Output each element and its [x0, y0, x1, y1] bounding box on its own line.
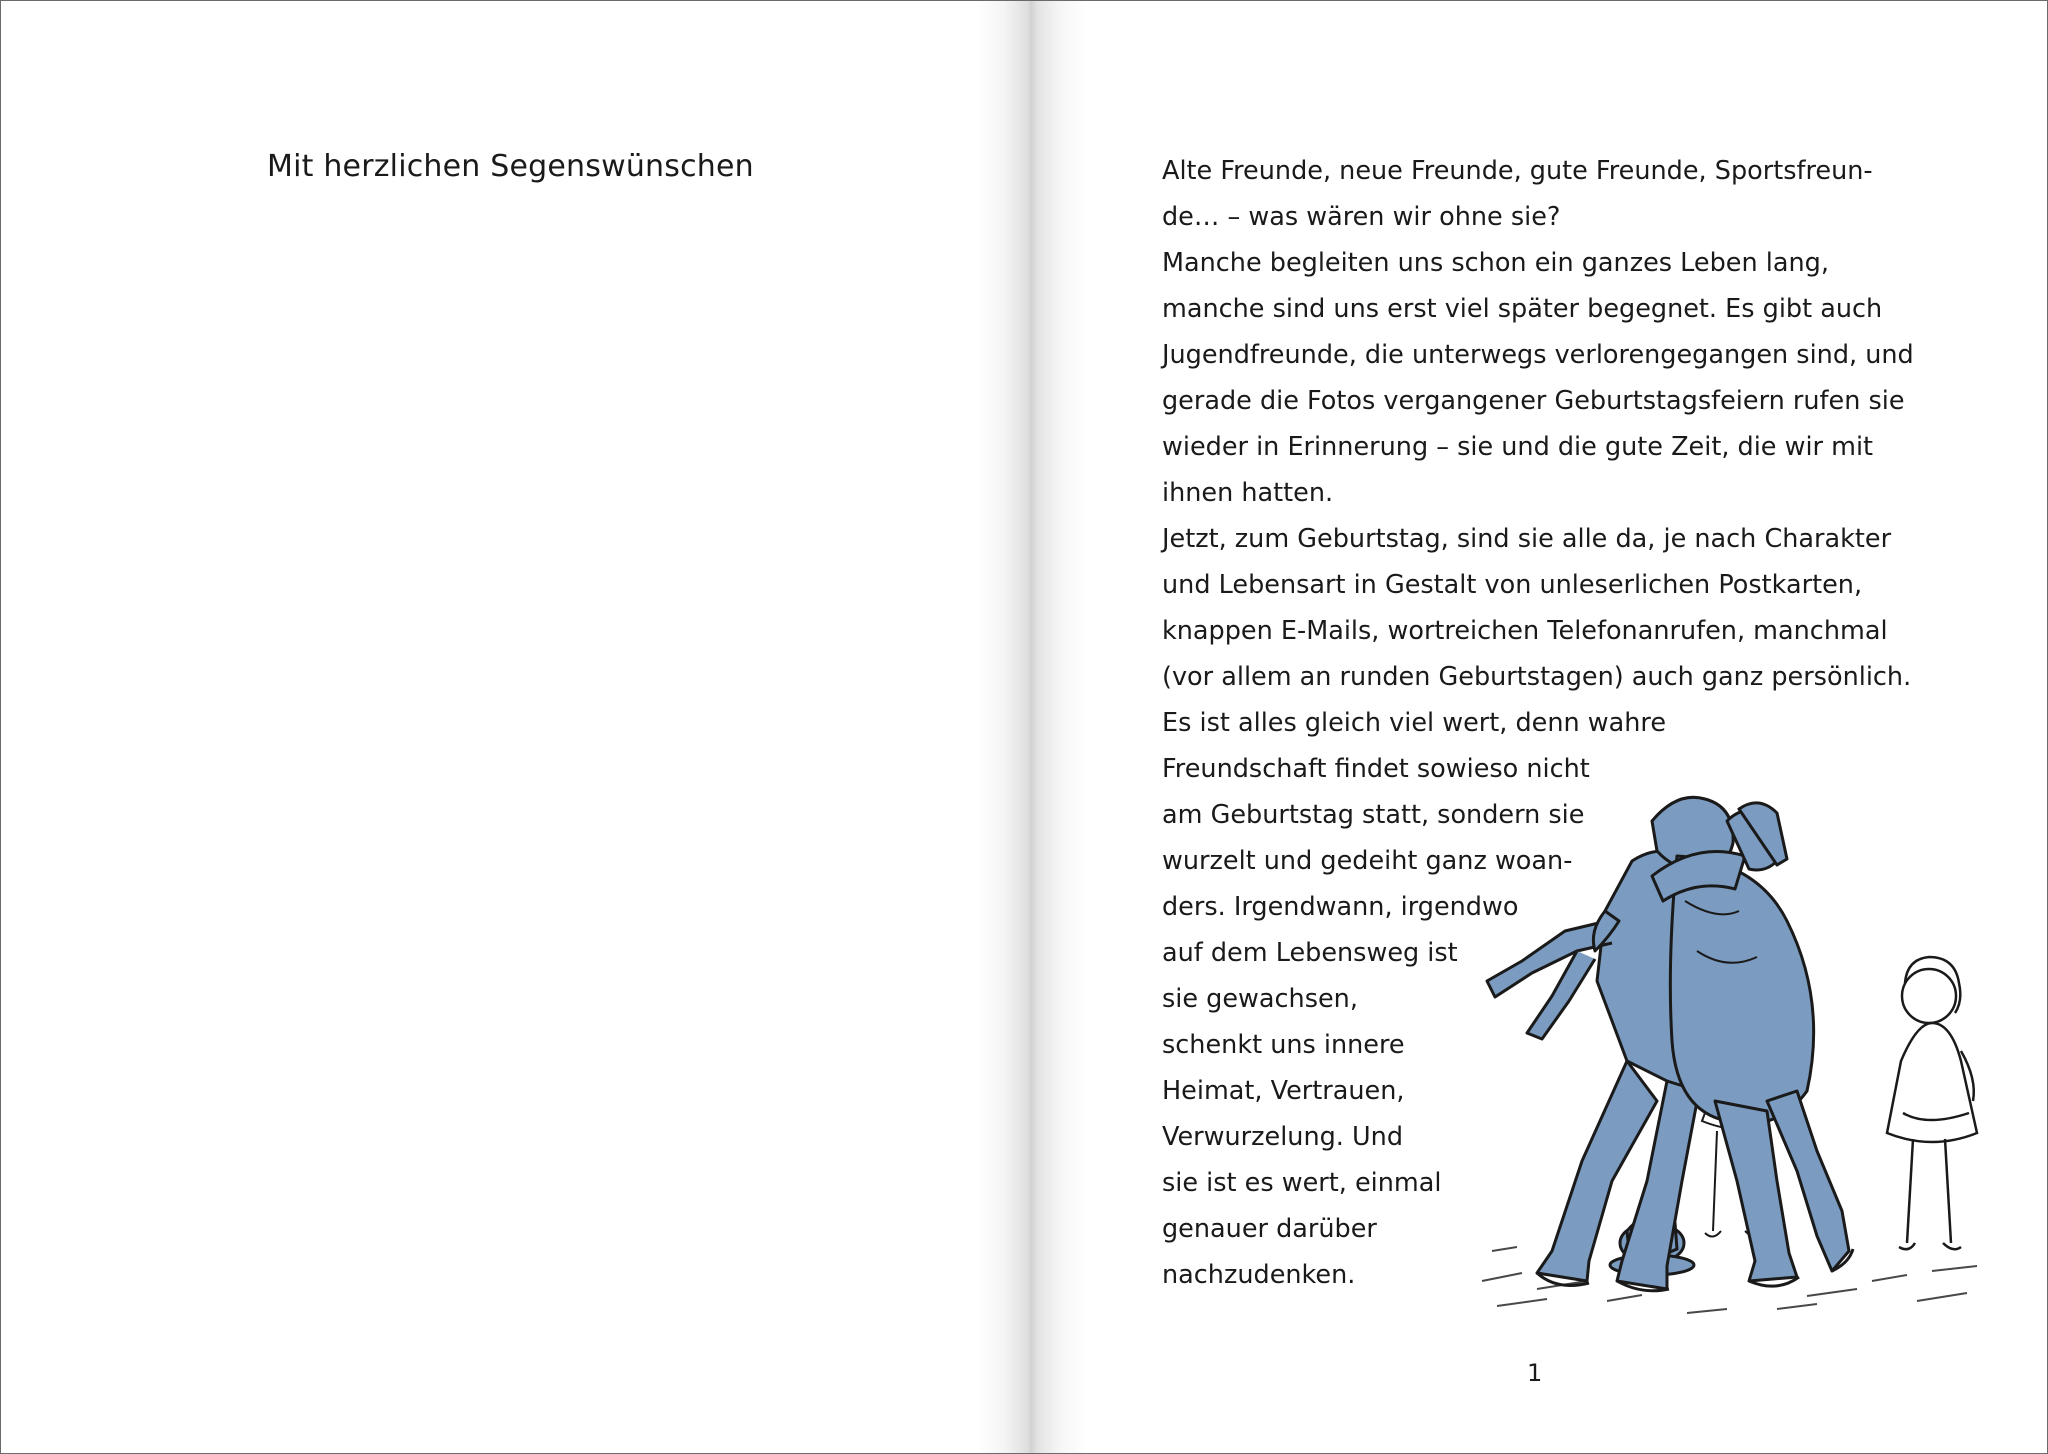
page-number: 1 — [1527, 1359, 1543, 1387]
text-line: Heimat, Vertrauen, — [1162, 1076, 1405, 1106]
girl-figure — [1887, 957, 1977, 1249]
text-line: Manche begleiten uns schon ein ganzes Leben lang, — [1162, 248, 1829, 278]
text-line: ihnen hatten. — [1162, 478, 1334, 508]
text-line: ders. Irgendwann, irgendwo — [1162, 892, 1519, 922]
text-line: sie gewachsen, — [1162, 984, 1358, 1014]
text-line: manche sind uns erst viel später begegnet. Es gibt auch — [1162, 294, 1883, 324]
text-line: genauer darüber — [1162, 1214, 1377, 1244]
text-line: wieder in Erinnerung – sie und die gute Zeit, die wir mit — [1162, 432, 1874, 462]
left-page — [1, 1, 1021, 1453]
text-line: Jugendfreunde, die unterwegs verlorengegangen sind, und — [1162, 340, 1914, 370]
text-line: (vor allem an runden Geburtstagen) auch ganz persönlich. — [1162, 662, 1912, 692]
right-man-figure — [1652, 797, 1853, 1286]
text-line: wurzelt und gedeiht ganz woan- — [1162, 846, 1573, 876]
text-line: gerade die Fotos vergangener Geburtstagsfeiern rufen sie — [1162, 386, 1905, 416]
text-line: schenkt uns innere — [1162, 1030, 1405, 1060]
text-line: de… – was wären wir ohne sie? — [1162, 202, 1561, 232]
text-line: knappen E-Mails, wortreichen Telefonanrufen, manchmal — [1162, 616, 1888, 646]
text-line: am Geburtstag statt, sondern sie — [1162, 800, 1585, 830]
text-line: Jetzt, zum Geburtstag, sind sie alle da, je nach Charakter — [1162, 524, 1892, 554]
embracing-friends-illustration — [1477, 761, 1997, 1321]
text-line: Es ist alles gleich viel wert, denn wahre — [1162, 708, 1667, 738]
text-line: Alte Freunde, neue Freunde, gute Freunde, Sportsfreun- — [1162, 156, 1873, 186]
dedication-heading: Mit herzlichen Segenswünschen — [267, 149, 754, 184]
text-line: Verwurzelung. Und — [1162, 1122, 1404, 1152]
text-line: sie ist es wert, einmal — [1162, 1168, 1442, 1198]
text-line: nachzudenken. — [1162, 1260, 1356, 1290]
text-line: auf dem Lebensweg ist — [1162, 938, 1458, 968]
text-line: und Lebensart in Gestalt von unleserlichen Postkarten, — [1162, 570, 1863, 600]
text-line: Freundschaft findet sowieso nicht — [1162, 754, 1590, 784]
